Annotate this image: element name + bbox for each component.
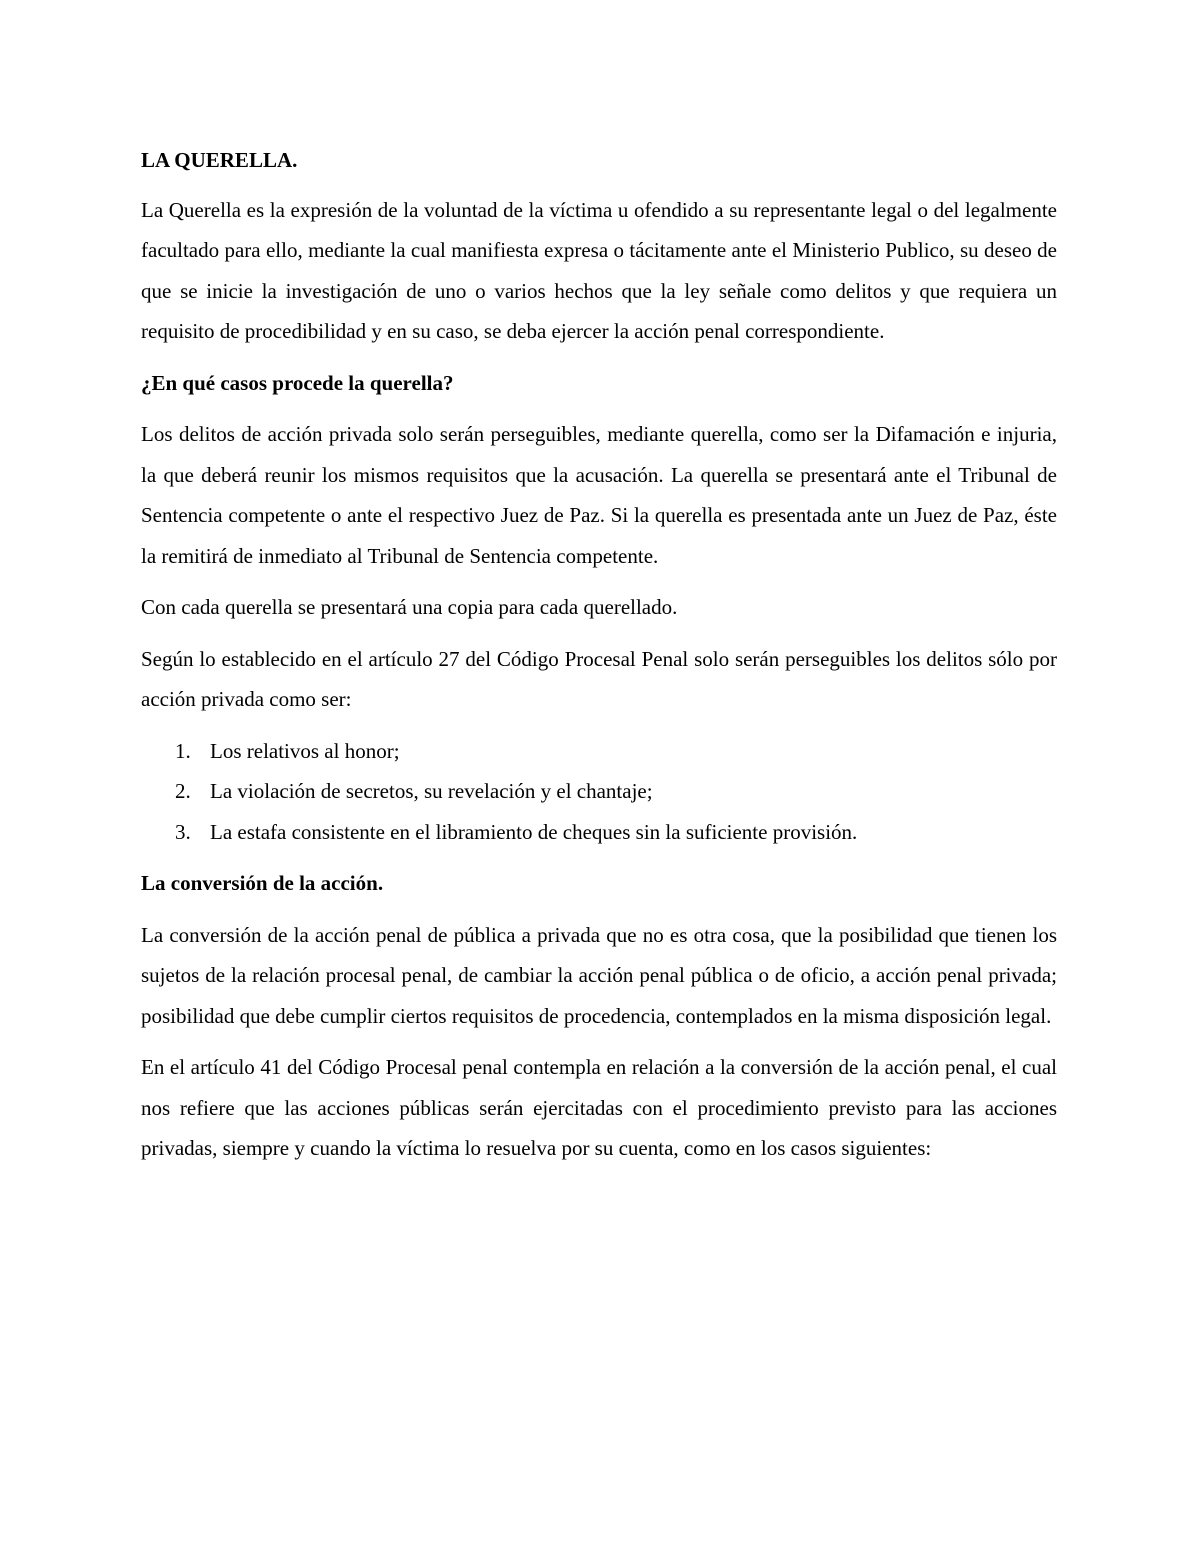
list-item-number: 2. bbox=[175, 779, 191, 803]
paragraph-article-27: Según lo establecido en el artículo 27 del Código Procesal Penal solo serán perseguibles los delitos sólo por acción privada como ser: bbox=[141, 646, 1057, 711]
section-heading-conversion: La conversión de la acción. bbox=[141, 871, 384, 895]
section-heading-cases: ¿En qué casos procede la querella? bbox=[141, 370, 454, 395]
paragraph-copy-note: Con cada querella se presentará una copia para cada querellado. bbox=[141, 595, 678, 619]
list-item-number: 3. bbox=[175, 819, 191, 844]
paragraph-conversion: La conversión de la acción penal de pública a privada que no es otra cosa, que la posibilidad que tienen los sujetos de la relación procesal penal, de cambiar la acción penal pública o de oficio, a acción penal privada; posibilidad que debe cumplir ciertos requisitos de procedencia, contemplados en la misma disposición legal. bbox=[141, 922, 1057, 1028]
list-item-text: La violación de secretos, su revelación y el chantaje; bbox=[210, 779, 653, 803]
paragraph-private-crimes: Los delitos de acción privada solo serán perseguibles, mediante querella, como ser la Difamación e injuria, la que deberá reunir los mismos requisitos que la acusación. La querella se presentará ante el Tribunal de Sentencia competente o ante el respectivo Juez de Paz. Si la querella es presentada ante un Juez de Paz, éste la remitirá de inmediato al Tribunal de Sentencia competente. bbox=[141, 422, 1057, 568]
list-item bbox=[141, 812, 1057, 853]
list-item-number: 1. bbox=[175, 738, 191, 763]
list-item bbox=[141, 771, 1057, 812]
list-item bbox=[141, 731, 1057, 772]
list-item-text: Los relativos al honor; bbox=[210, 738, 400, 763]
document-page bbox=[141, 140, 1057, 1180]
list-item-text: La estafa consistente en el libramiento de cheques sin la suficiente provisión. bbox=[210, 819, 858, 844]
document-title: LA QUERELLA. bbox=[141, 148, 298, 172]
paragraph-article-41: En el artículo 41 del Código Procesal penal contempla en relación a la conversión de la acción penal, el cual nos refiere que las acciones públicas serán ejercitadas con el procedimiento previsto para las acciones privadas, siempre y cuando la víctima lo resuelva por su cuenta, como en los casos siguientes: bbox=[141, 1055, 1057, 1160]
private-crimes-list bbox=[141, 731, 1057, 853]
paragraph-definition: La Querella es la expresión de la voluntad de la víctima u ofendido a su representante legal o del legalmente facultado para ello, mediante la cual manifiesta expresa o tácitamente ante el Ministerio Publico, su deseo de que se inicie la investigación de uno o varios hechos que la ley señale como delitos y que requiera un requisito de procedibilidad y en su caso, se deba ejercer la acción penal correspondiente. bbox=[141, 197, 1057, 343]
